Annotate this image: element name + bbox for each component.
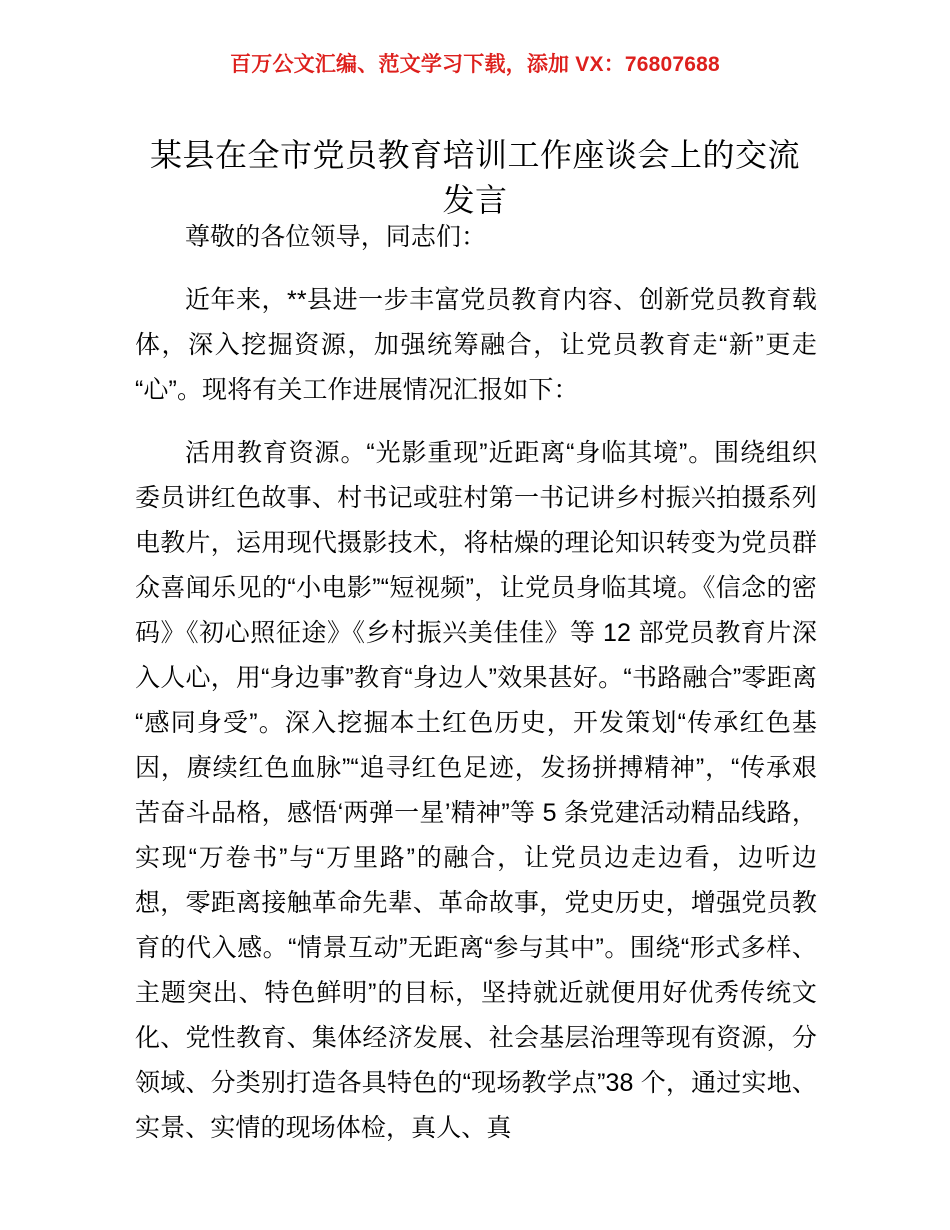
paragraph-section-1: 活用教育资源。“光影重现”近距离“身临其境”。围绕组织委员讲红色故事、村书记或驻村第一书记讲乡村振兴拍摄系列电教片，运用现代摄影技术，将枯燥的理论知识转变为党员群众喜闻乐见的“小电影”“短视频”，让党员身临其境。《信念的密码》《初心照征途》《乡村振兴美佳佳》等 12 部党员教育片深入人心，用“身边事”教育“身边人”效果甚好。“书路融合”零距离“感同身受”。深入挖掘本土红色历史，开发策划“传承红色基因，赓续红色血脉”“追寻红色足迹，发扬拼搏精神”，“传承艰苦奋斗品格，感悟‘两弹一星’精神”等 5 条党建活动精品线路，实现“万卷书”与“万里路”的融合，让党员边走边看，边听边想，零距离接触革命先辈、革命故事，党史历史，增强党员教育的代入感。“情景互动”无距离“参与其中”。围绕“形式多样、主题突出、特色鲜明”的目标，坚持就近就便用好优秀传统文化、党性教育、集体经济发展、社会基层治理等现有资源，分领域、分类别打造各具特色的“现场教学点”38 个，通过实地、实景、实情的现场体检，真人、真 [135,439,817,1142]
paragraph-intro: 近年来，**县进一步丰富党员教育内容、创新党员教育载体，深入挖掘资源，加强统筹融合，让党员教育走“新”更走“心”。现将有关工作进展情况汇报如下： [135,286,817,404]
page-title: 某县在全市党员教育培训工作座谈会上的交流发言 [149,137,800,219]
promotional-watermark: 百万公文汇编、范文学习下载，添加 VX：76807688 [230,53,720,76]
document-body [135,215,817,1151]
paragraph-greeting: 尊敬的各位领导，同志们： [185,223,487,251]
